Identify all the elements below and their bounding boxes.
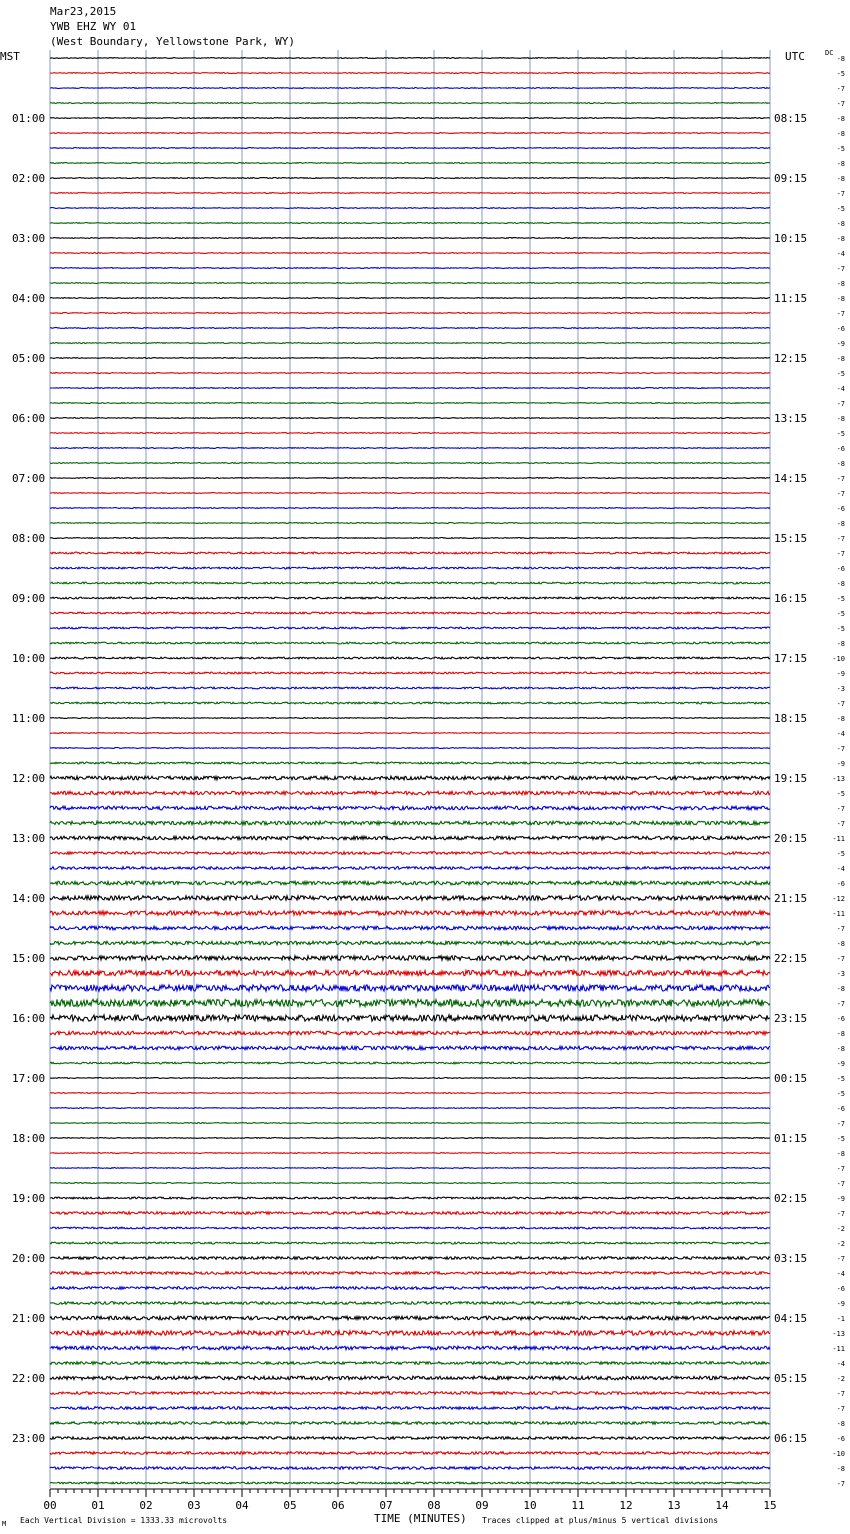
x-tick-label: 00 [43,1499,57,1512]
x-axis-title: TIME (MINUTES) [374,1512,467,1525]
dc-offset-label: -13 [832,775,845,783]
dc-offset-label: -5 [836,1075,845,1083]
trace-line [50,523,770,524]
trace-line [50,283,770,284]
trace-line [50,478,770,479]
trace-line [50,1168,770,1169]
corner-mark: M [2,1520,7,1528]
dc-offset-label: -8 [836,295,845,303]
trace-line [50,418,770,419]
trace-line [50,1331,770,1335]
trace-line [50,612,770,614]
dc-offset-label: -1 [836,1315,845,1323]
hour-label-left: 14:00 [12,892,46,905]
hour-label-left: 03:00 [12,232,46,245]
dc-offset-label: -7 [836,535,845,543]
dc-offset-label: -11 [832,835,845,843]
trace-line [50,133,770,134]
hour-label-left: 23:00 [12,1432,46,1445]
dc-offset-label: -5 [836,610,845,618]
hour-label-right: 20:15 [774,832,808,845]
trace-line [50,926,770,930]
trace-line [50,941,770,945]
trace-line [50,1153,770,1154]
hour-label-left: 13:00 [12,832,46,845]
trace-line [50,373,770,374]
hour-label-right: 18:15 [774,712,808,725]
dc-offset-label: -7 [836,1000,845,1008]
trace-line [50,911,770,915]
dc-offset-labels [832,55,845,1488]
dc-offset-label: -2 [836,1240,845,1248]
hour-label-left: 22:00 [12,1372,46,1385]
header-station: YWB EHZ WY 01 [50,20,137,33]
trace-line [50,1031,770,1035]
trace-line [50,672,770,674]
x-tick-label: 03 [187,1499,201,1512]
hour-label-left: 04:00 [12,292,46,305]
dc-offset-label: -7 [836,490,845,498]
hour-label-right: 19:15 [774,772,808,785]
dc-offset-label: -5 [836,145,845,153]
trace-line [50,493,770,494]
trace-line [50,881,770,885]
x-tick-label: 06 [331,1499,345,1512]
trace-line [50,642,770,644]
trace-line [50,956,770,960]
dc-offset-label: -7 [836,955,845,963]
dc-offset-label: -8 [836,175,845,183]
dc-offset-label: -7 [836,745,845,753]
dc-offset-label: -5 [836,850,845,858]
dc-offset-label: -4 [836,250,845,258]
trace-line [50,163,770,164]
trace-line [50,193,770,194]
dc-offset-label: -8 [836,1030,845,1038]
dc-offset-label: -7 [836,190,845,198]
hour-label-left: 05:00 [12,352,46,365]
hour-label-left: 01:00 [12,112,46,125]
dc-offset-label: -6 [836,505,845,513]
dc-offset-label: -3 [836,685,845,693]
dc-offset-label: -8 [836,520,845,528]
trace-line [50,1257,770,1260]
dc-offset-label: -5 [836,370,845,378]
x-tick-label: 13 [667,1499,681,1512]
dc-offset-label: -8 [836,115,845,123]
dc-offset-label: -6 [836,445,845,453]
x-tick-label: 10 [523,1499,537,1512]
trace-line [50,103,770,104]
dc-offset-label: -7 [836,700,845,708]
trace-line [50,852,770,855]
dc-offset-label: -9 [836,1195,845,1203]
trace-line [50,733,770,734]
dc-offset-label: -7 [836,1180,845,1188]
hour-label-right: 14:15 [774,472,808,485]
trace-line [50,1212,770,1215]
trace-line [50,343,770,344]
trace-line [50,1197,770,1199]
trace-line [50,1062,770,1064]
dc-offset-label: -4 [836,730,845,738]
hour-label-left: 06:00 [12,412,46,425]
hour-label-right: 01:15 [774,1132,808,1145]
hour-label-right: 21:15 [774,892,808,905]
trace-line [50,806,770,810]
trace-line [50,358,770,359]
trace-line [50,238,770,239]
dc-offset-label: -6 [836,565,845,573]
trace-line [50,1108,770,1109]
dc-offset-label: -7 [836,100,845,108]
hour-label-right: 11:15 [774,292,808,305]
dc-offset-label: -6 [836,1105,845,1113]
hour-label-left: 21:00 [12,1312,46,1325]
dc-offset-label: -7 [836,1255,845,1263]
dc-offset-label: -7 [836,1480,845,1488]
trace-line [50,999,770,1006]
hour-label-left: 07:00 [12,472,46,485]
trace-line [50,328,770,329]
dc-offset-label: -13 [832,1330,845,1338]
header-location: (West Boundary, Yellowstone Park, WY) [50,35,296,48]
dc-offset-label: -10 [832,655,845,663]
dc-offset-label: -3 [836,970,845,978]
hour-label-right: 03:15 [774,1252,808,1265]
dc-offset-label: -8 [836,985,845,993]
dc-offset-label: -7 [836,550,845,558]
trace-line [50,1452,770,1455]
dc-offset-label: -2 [836,1225,845,1233]
hour-label-left: 17:00 [12,1072,46,1085]
trace-line [50,298,770,299]
trace-line [50,1376,770,1380]
trace-line [50,268,770,269]
trace-line [50,208,770,209]
dc-offset-label: -7 [836,475,845,483]
trace-line [50,896,770,900]
dc-offset-label: -7 [836,400,845,408]
hour-label-left: 15:00 [12,952,46,965]
dc-offset-label: -8 [836,55,845,63]
trace-line [50,538,770,539]
dc-offset-label: -8 [836,715,845,723]
dc-offset-label: -11 [832,1345,845,1353]
hour-label-right: 06:15 [774,1432,808,1445]
left-hour-labels [12,112,45,1445]
clip-note: Traces clipped at plus/minus 5 vertical divisions [482,1516,719,1525]
dc-offset-label: -6 [836,325,845,333]
trace-line [50,776,770,780]
dc-offset-label: -9 [836,1060,845,1068]
dc-offset-label: -7 [836,1210,845,1218]
dc-offset-label: -8 [836,1420,845,1428]
x-tick-label: 14 [715,1499,729,1512]
hour-label-right: 05:15 [774,1372,808,1385]
trace-line [50,1015,770,1021]
dc-offset-label: -5 [836,790,845,798]
dc-offset-label: -5 [836,70,845,78]
trace-line [50,762,770,764]
dc-offset-label: -7 [836,85,845,93]
trace-line [50,1046,770,1050]
trace-line [50,1467,770,1470]
trace-line [50,1183,770,1184]
dc-offset-label: -4 [836,1270,845,1278]
dc-offset-label: -10 [832,1450,845,1458]
trace-line [50,687,770,689]
trace-line [50,1346,770,1350]
dc-offset-label: -9 [836,760,845,768]
trace-line [50,403,770,404]
dc-offset-label: -6 [836,1285,845,1293]
hour-label-left: 08:00 [12,532,46,545]
dc-offset-label: -8 [836,460,845,468]
hour-label-left: 19:00 [12,1192,46,1205]
hour-label-left: 20:00 [12,1252,46,1265]
trace-line [50,1392,770,1395]
trace-line [50,178,770,179]
trace-line [50,1437,770,1440]
header-date: Mar23,2015 [50,5,117,18]
hour-label-right: 02:15 [774,1192,808,1205]
dc-offset-label: -7 [836,1120,845,1128]
hour-label-right: 08:15 [774,112,808,125]
trace-line [50,657,770,659]
dc-offset-label: -8 [836,1465,845,1473]
right-hour-labels [774,112,807,1445]
trace-lines [50,58,770,1484]
trace-line [50,1422,770,1425]
dc-offset-label: -8 [836,160,845,168]
right-timezone-label: UTC [785,50,805,63]
dc-offset-label: -2 [836,1375,845,1383]
trace-line [50,1287,770,1290]
trace-line [50,985,770,991]
dc-offset-label: -11 [832,910,845,918]
dc-offset-label: -6 [836,1435,845,1443]
trace-line [50,508,770,509]
dc-offset-label: -8 [836,940,845,948]
dc-offset-label: -8 [836,130,845,138]
trace-line [50,73,770,74]
trace-line [50,702,770,704]
dc-offset-label: -4 [836,385,845,393]
trace-line [50,1138,770,1139]
x-tick-label: 07 [379,1499,393,1512]
trace-line [50,748,770,749]
hour-label-right: 15:15 [774,532,808,545]
dc-offset-label: -8 [836,1045,845,1053]
trace-line [50,1482,770,1484]
dc-offset-label: -5 [836,595,845,603]
trace-line [50,1302,770,1305]
x-tick-label: 01 [91,1499,105,1512]
dc-offset-label: -9 [836,670,845,678]
trace-line [50,1316,770,1320]
left-timezone-label: MST [0,50,20,63]
x-tick-label: 12 [619,1499,633,1512]
dc-offset-label: -8 [836,640,845,648]
hour-label-left: 16:00 [12,1012,46,1025]
dc-offset-label: -8 [836,415,845,423]
dc-offset-label: -9 [836,340,845,348]
trace-line [50,791,770,795]
dc-offset-label: -5 [836,430,845,438]
trace-line [50,463,770,464]
trace-line [50,223,770,224]
trace-line [50,1362,770,1365]
dc-offset-label: -8 [836,235,845,243]
trace-line [50,1093,770,1094]
dc-offset-label: -7 [836,805,845,813]
trace-line [50,1227,770,1229]
dc-offset-label: -6 [836,880,845,888]
time-axis [43,1489,776,1512]
trace-line [50,1123,770,1124]
dc-offset-label: -7 [836,1405,845,1413]
trace-line [50,88,770,89]
trace-line [50,148,770,149]
dc-offset-label: -8 [836,355,845,363]
dc-offset-label: -12 [832,895,845,903]
trace-line [50,627,770,629]
trace-line [50,58,770,59]
trace-line [50,567,770,569]
trace-line [50,582,770,584]
trace-line [50,433,770,434]
dc-offset-label: -8 [836,1150,845,1158]
dc-offset-label: -8 [836,220,845,228]
dc-offset-label: -5 [836,1135,845,1143]
x-tick-label: 15 [763,1499,777,1512]
trace-line [50,718,770,719]
dc-offset-label: -7 [836,1165,845,1173]
hour-label-right: 09:15 [774,172,808,185]
dc-offset-label: -9 [836,1300,845,1308]
x-tick-label: 08 [427,1499,441,1512]
trace-line [50,1407,770,1410]
trace-line [50,552,770,554]
dc-header: DC [825,49,834,57]
x-tick-label: 09 [475,1499,489,1512]
dc-offset-label: -7 [836,820,845,828]
hour-label-right: 00:15 [774,1072,808,1085]
x-tick-label: 05 [283,1499,297,1512]
x-tick-label: 04 [235,1499,249,1512]
scale-note: Each Vertical Division = 1333.33 microvolts [20,1516,228,1525]
dc-offset-label: -7 [836,925,845,933]
hour-label-left: 10:00 [12,652,46,665]
hour-label-left: 12:00 [12,772,46,785]
trace-line [50,388,770,389]
hour-label-right: 17:15 [774,652,808,665]
trace-line [50,253,770,254]
dc-offset-label: -4 [836,865,845,873]
dc-offset-label: -7 [836,1390,845,1398]
dc-offset-label: -5 [836,1090,845,1098]
hour-label-right: 16:15 [774,592,808,605]
trace-line [50,970,770,975]
dc-offset-label: -4 [836,1360,845,1368]
dc-offset-label: -7 [836,265,845,273]
hour-label-right: 10:15 [774,232,808,245]
hour-label-left: 09:00 [12,592,46,605]
x-tick-label: 11 [571,1499,585,1512]
trace-line [50,1272,770,1275]
hour-label-right: 23:15 [774,1012,808,1025]
trace-line [50,821,770,825]
trace-line [50,313,770,314]
trace-line [50,448,770,449]
hour-label-right: 04:15 [774,1312,808,1325]
dc-offset-label: -8 [836,280,845,288]
dc-offset-label: -7 [836,310,845,318]
trace-line [50,1078,770,1079]
x-tick-label: 02 [139,1499,153,1512]
dc-offset-label: -6 [836,1015,845,1023]
trace-line [50,836,770,840]
dc-offset-label: -8 [836,580,845,588]
hour-label-right: 13:15 [774,412,808,425]
hour-label-left: 18:00 [12,1132,46,1145]
hour-label-right: 12:15 [774,352,808,365]
dc-offset-label: -5 [836,625,845,633]
trace-line [50,118,770,119]
trace-line [50,1242,770,1244]
trace-line [50,597,770,599]
trace-line [50,867,770,870]
hour-label-right: 22:15 [774,952,808,965]
hour-label-left: 11:00 [12,712,46,725]
hour-label-left: 02:00 [12,172,46,185]
dc-offset-label: -5 [836,205,845,213]
